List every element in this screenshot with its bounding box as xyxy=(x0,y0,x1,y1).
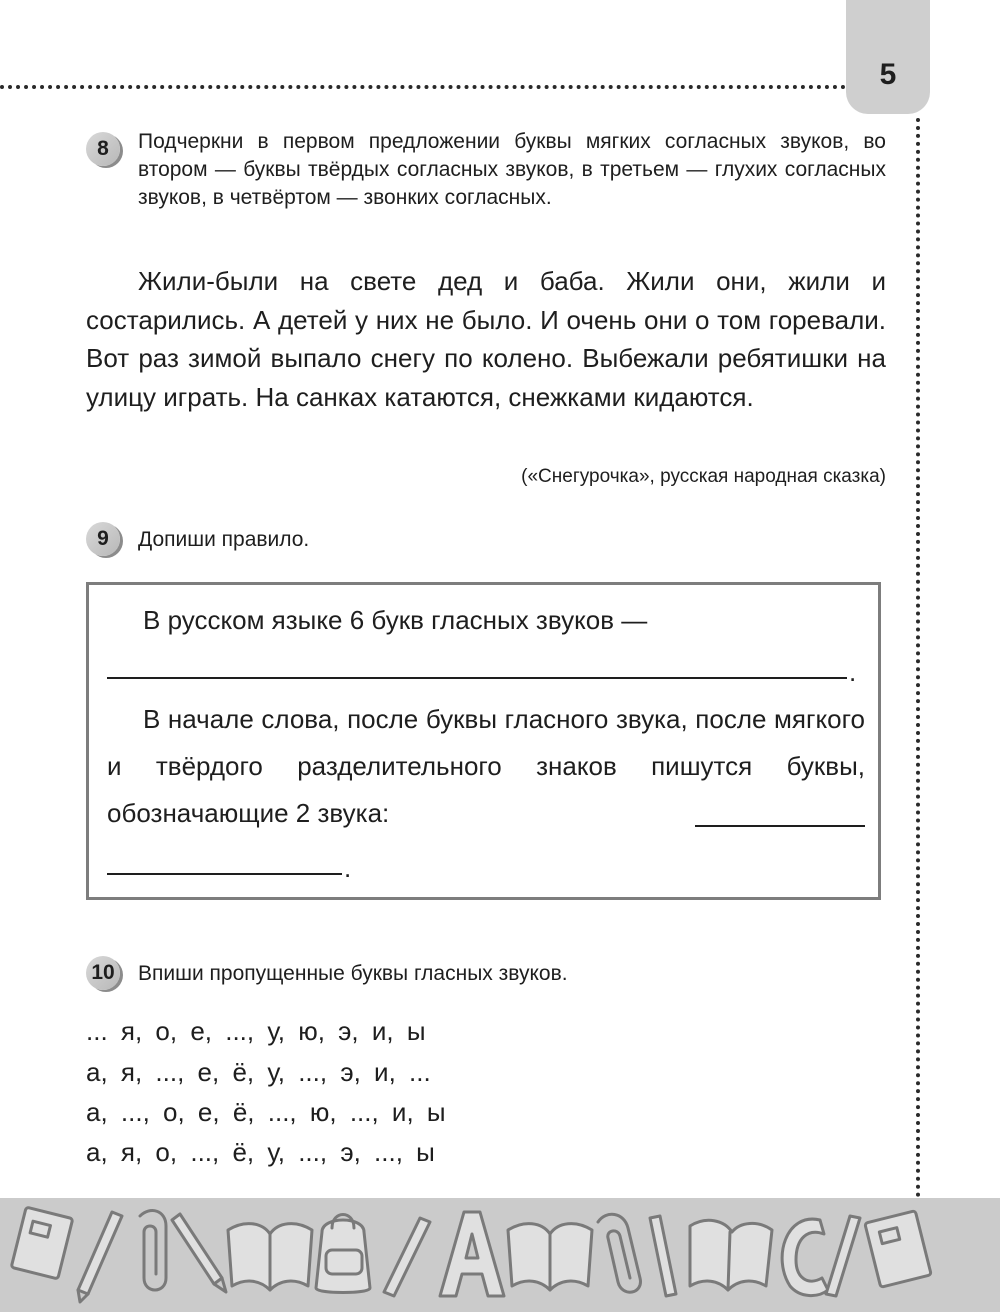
notebook-icon xyxy=(11,1207,73,1279)
open-book-icon xyxy=(690,1220,772,1290)
open-book-icon xyxy=(508,1224,592,1290)
task-number-badge: 9 xyxy=(86,522,120,556)
notebook-icon xyxy=(865,1211,931,1288)
task-number-badge: 8 xyxy=(86,132,120,166)
period: . xyxy=(344,853,352,883)
task8-story-text: Жили-были на свете дед и баба. Жили они, жили и состарились. А детей у них не было. И очень они о том горевали. Вот раз зимой выпало снегу по колено. Выбежали ребятишки на улицу играть. На санках катаются, снежками кидаются. xyxy=(86,266,886,412)
pen-icon xyxy=(384,1218,430,1296)
letter-c-icon xyxy=(782,1219,828,1295)
rule-box xyxy=(86,582,881,900)
backpack-icon xyxy=(316,1215,370,1293)
vowel-row: а, я, ..., е, ё, у, ..., э, и, ... xyxy=(86,1057,431,1087)
answer-line[interactable] xyxy=(107,873,342,875)
paperclip-icon xyxy=(598,1214,640,1292)
vowel-row: а, ..., о, е, ё, ..., ю, ..., и, ы xyxy=(86,1097,446,1127)
vowel-row: ... я, о, е, ..., у, ю, э, и, ы xyxy=(86,1016,426,1046)
dotted-border-right xyxy=(916,118,920,1198)
answer-line[interactable] xyxy=(695,825,865,827)
period: . xyxy=(849,657,857,687)
task-number-badge: 10 xyxy=(86,956,120,990)
task9-instruction: Допиши правило. xyxy=(138,528,310,551)
paperclip-icon xyxy=(140,1211,166,1290)
task10-instruction: Впиши пропущенные буквы гласных звуков. xyxy=(138,962,568,985)
page-number-tab xyxy=(846,0,930,114)
task8-source: («Снегурочка», русская народная сказка) xyxy=(521,466,886,487)
rule-text-vowels: В русском языке 6 букв гласных звуков — xyxy=(143,605,648,635)
page-number: 5 xyxy=(879,58,897,91)
answer-line[interactable] xyxy=(107,677,847,679)
dotted-border-top xyxy=(0,85,846,89)
pencil-icon xyxy=(78,1212,122,1302)
open-book-icon xyxy=(228,1224,312,1290)
footer-decoration-band xyxy=(0,1198,1000,1312)
vowel-row: а, я, о, ..., ё, у, ..., э, ..., ы xyxy=(86,1137,435,1167)
rule-text-two-sounds: В начале слова, после буквы гласного звука, после мягкого и твёрдого разделительного знаков пишутся буквы, обозначающие 2 звука: xyxy=(107,704,865,828)
letter-a-icon xyxy=(440,1212,504,1296)
pencil-icon xyxy=(172,1214,226,1292)
pen-icon xyxy=(826,1216,860,1296)
task8-instruction: Подчеркни в первом предложении буквы мягких согласных звуков, во втором — буквы твёрдых согласных звуков, в третьем — глухих согласных звуков, в четвёртом — звонких согласных. xyxy=(138,130,886,209)
pencil-icon xyxy=(650,1216,676,1296)
